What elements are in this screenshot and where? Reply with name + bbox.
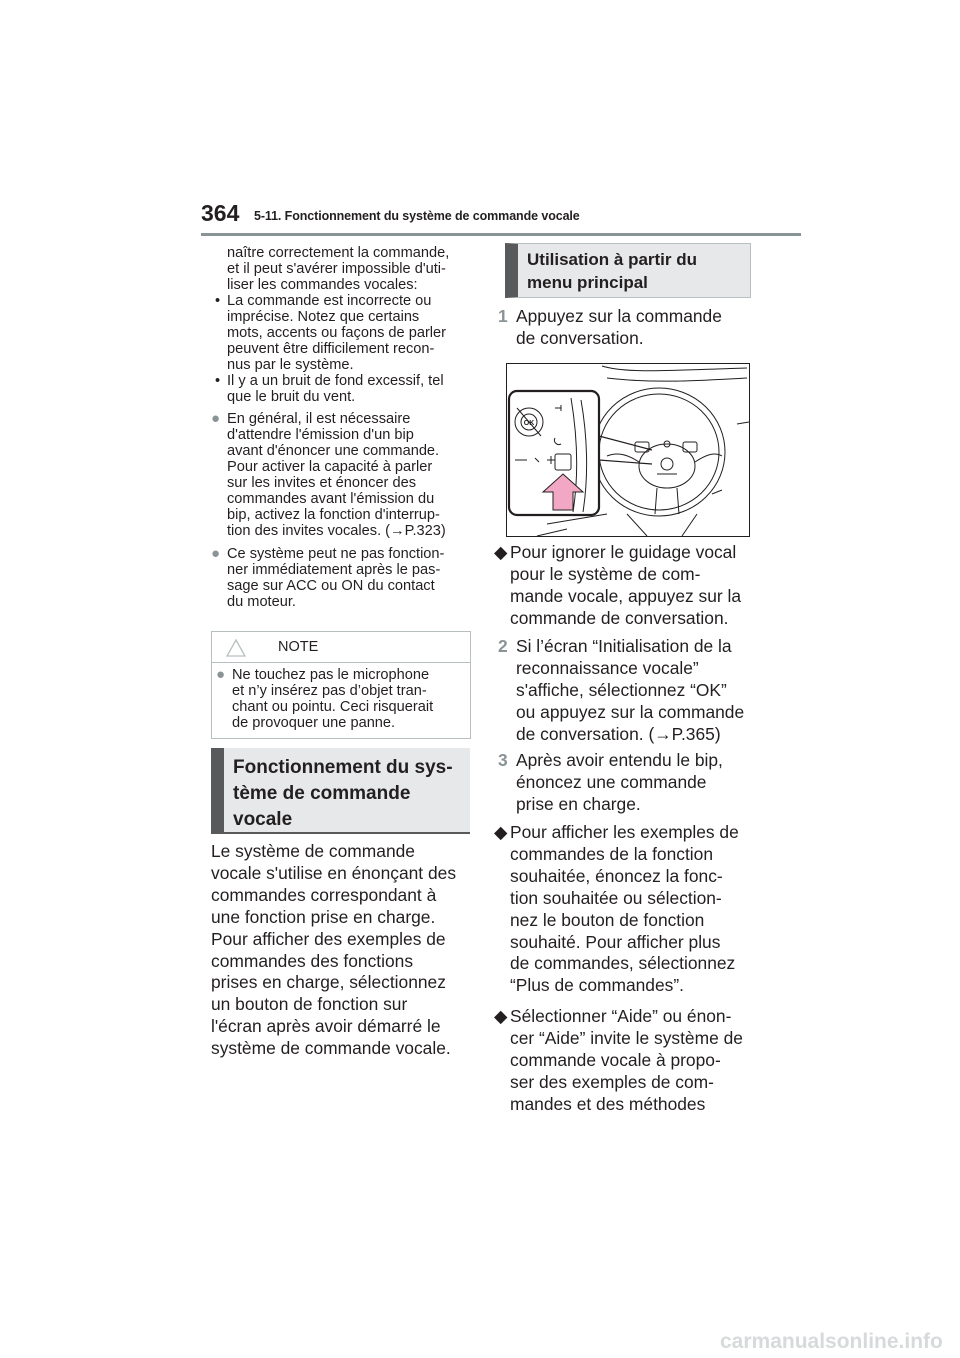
ok-label: OK bbox=[523, 420, 535, 427]
steering-wheel-illustration bbox=[506, 363, 750, 537]
line: Si l’écran “Initialisation de la bbox=[516, 636, 732, 656]
line: menu principal bbox=[527, 273, 648, 292]
line: commande de conversation. bbox=[510, 607, 729, 628]
line: s'affiche, sélectionnez “OK” bbox=[516, 679, 727, 700]
note-body bbox=[216, 667, 466, 731]
note-box bbox=[211, 631, 471, 739]
line: En général, il est nécessaire bbox=[227, 411, 411, 427]
line: de commandes, sélectionnez bbox=[510, 953, 736, 974]
line: pour le système de com- bbox=[510, 563, 701, 584]
line: commande vocale à propo- bbox=[510, 1049, 721, 1070]
line: ner immédiatement après le pas- bbox=[227, 562, 441, 578]
line: un bouton de fonction sur bbox=[211, 994, 408, 1015]
circle-bullet-icon: ● bbox=[211, 410, 221, 427]
circle-bullet-icon: ● bbox=[216, 666, 226, 683]
section-heading-text bbox=[527, 248, 697, 294]
line: commandes avant l'émission du bbox=[227, 491, 435, 507]
line: sur les invites et énoncer des bbox=[227, 475, 417, 491]
line: d'attendre l'émission d'un bip bbox=[227, 427, 414, 443]
line: tème de commande bbox=[233, 783, 411, 804]
line: prises en charge, sélectionnez bbox=[211, 972, 446, 993]
step-2 bbox=[498, 636, 753, 746]
line: et n’y insérez pas d’objet tran- bbox=[232, 683, 427, 699]
bullet-mark: • bbox=[215, 293, 221, 309]
line: mande vocale, appuyez sur la bbox=[510, 585, 742, 606]
step-number: 3 bbox=[498, 750, 508, 770]
line: Fonctionnement du sys- bbox=[233, 757, 453, 778]
line: nez le bouton de fonction bbox=[510, 909, 705, 930]
line: mots, accents ou façons de parler bbox=[227, 325, 447, 341]
line: Ce système peut ne pas fonction- bbox=[227, 546, 445, 562]
line: Pour afficher les exemples de bbox=[510, 822, 739, 842]
line: liser les commandes vocales: bbox=[227, 277, 418, 293]
line: Le système de commande bbox=[211, 841, 415, 861]
line: l'écran après avoir démarré le bbox=[211, 1016, 441, 1037]
line: “Plus de commandes”. bbox=[510, 975, 684, 996]
note-title: NOTE bbox=[278, 639, 319, 655]
diamond-item-3 bbox=[494, 1006, 752, 1116]
line: sage sur ACC ou ON du contact bbox=[227, 578, 435, 594]
body-paragraph bbox=[211, 841, 473, 1060]
bullet-mark: • bbox=[215, 373, 221, 389]
section-heading-voice-command bbox=[211, 748, 470, 834]
line: de provoquer une panne. bbox=[232, 715, 396, 731]
dash-bullet-2 bbox=[211, 373, 473, 405]
dash-bullet-1 bbox=[211, 293, 473, 373]
line: peuvent être difficilement recon- bbox=[227, 341, 435, 357]
section-running-title: 5-11. Fonctionnement du système de commande vocale bbox=[254, 209, 580, 223]
diamond-item-1 bbox=[494, 542, 752, 630]
line: Pour activer la capacité à parler bbox=[227, 459, 433, 475]
section-heading-text bbox=[233, 755, 453, 833]
line: Utilisation à partir du bbox=[527, 250, 698, 269]
line: ou appuyez sur la commande bbox=[516, 701, 745, 722]
line: Ne touchez pas le microphone bbox=[232, 667, 430, 683]
line: cer “Aide” invite le système de bbox=[510, 1027, 743, 1048]
line: bip, activez la fonction d'interrup- bbox=[227, 507, 440, 523]
line: énoncez une commande bbox=[516, 771, 707, 792]
line: que le bruit du vent. bbox=[227, 389, 356, 405]
line: Pour ignorer le guidage vocal bbox=[510, 542, 737, 562]
watermark: carmanualsonline.info bbox=[720, 1330, 943, 1353]
diamond-bullet-icon: ◆ bbox=[494, 1006, 508, 1026]
line: vocale bbox=[233, 809, 293, 830]
line: Après avoir entendu le bip, bbox=[516, 750, 723, 770]
line: chant ou pointu. Ceci risquerait bbox=[232, 699, 434, 715]
line: mandes et des méthodes bbox=[510, 1093, 706, 1114]
line: commandes correspondant à bbox=[211, 884, 437, 905]
circle-bullet-icon: ● bbox=[211, 545, 221, 562]
note-header bbox=[212, 632, 470, 660]
line: naître correctement la commande, bbox=[227, 245, 450, 261]
line: tion des invites vocales. (→P.323) bbox=[227, 523, 446, 539]
line: du moteur. bbox=[227, 594, 296, 610]
line: Il y a un bruit de fond excessif, tel bbox=[227, 373, 444, 389]
dot-item-1 bbox=[211, 411, 473, 539]
line: nus par le système. bbox=[227, 357, 354, 373]
note-divider bbox=[212, 662, 470, 663]
line: une fonction prise en charge. bbox=[211, 906, 436, 927]
line: reconnaissance vocale” bbox=[516, 657, 699, 678]
continued-text bbox=[211, 245, 479, 293]
page-number: 364 bbox=[201, 200, 240, 226]
diamond-item-2 bbox=[494, 822, 752, 997]
warning-triangle-icon bbox=[226, 639, 246, 657]
line: Pour afficher des exemples de bbox=[211, 928, 446, 949]
line: de conversation. (→P.365) bbox=[516, 723, 721, 744]
header-rule bbox=[201, 233, 801, 236]
line: souhaité. Pour afficher plus bbox=[510, 931, 721, 952]
line: commandes de la fonction bbox=[510, 843, 714, 864]
line: ser des exemples de com- bbox=[510, 1071, 714, 1092]
line: Sélectionner “Aide” ou énon- bbox=[510, 1006, 732, 1026]
line: imprécise. Notez que certains bbox=[227, 309, 420, 325]
line: avant d'énoncer une commande. bbox=[227, 443, 440, 459]
step-number: 2 bbox=[498, 636, 508, 656]
line: de conversation. bbox=[516, 327, 644, 348]
step-3 bbox=[498, 750, 753, 816]
dot-item-2 bbox=[211, 546, 473, 610]
step-number: 1 bbox=[498, 306, 508, 326]
diamond-bullet-icon: ◆ bbox=[494, 542, 508, 562]
steering-wheel-drawing bbox=[507, 364, 749, 536]
section-heading-main-menu bbox=[505, 243, 751, 298]
diamond-bullet-icon: ◆ bbox=[494, 822, 508, 842]
line: commandes des fonctions bbox=[211, 950, 414, 971]
line: souhaitée, énoncez la fonc- bbox=[510, 865, 723, 886]
line: et il peut s'avérer impossible d'uti- bbox=[227, 261, 446, 277]
line: vocale s'utilise en énonçant des bbox=[211, 862, 457, 883]
step-1 bbox=[498, 306, 753, 350]
line: La commande est incorrecte ou bbox=[227, 293, 432, 309]
line: Appuyez sur la commande bbox=[516, 306, 722, 326]
line: système de commande vocale. bbox=[211, 1038, 451, 1059]
line: prise en charge. bbox=[516, 793, 641, 814]
line: tion souhaitée ou sélection- bbox=[510, 887, 722, 908]
